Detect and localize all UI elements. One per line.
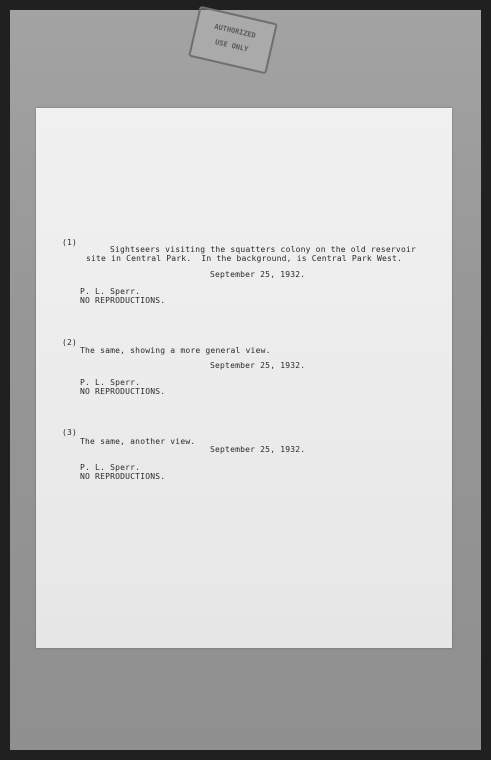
typed-caption-sheet — [36, 108, 452, 648]
stamp-line-2: USE ONLY — [214, 38, 249, 54]
entry-1-caption-line-1: Sightseers visiting the squatters colony on the old reservoir — [110, 245, 417, 254]
entry-3-date: September 25, 1932. — [210, 445, 306, 454]
entry-3-caption-line-1: The same, another view. — [80, 437, 196, 446]
entry-2-rights: NO REPRODUCTIONS. — [80, 387, 166, 396]
entry-1-caption-line-2: site in Central Park. In the background, is Central Park West. — [86, 254, 403, 263]
entry-3-photographer: P. L. Sperr. — [80, 463, 141, 472]
entry-3-number: (3) — [62, 428, 78, 437]
entry-2-number: (2) — [62, 338, 78, 347]
entry-1-photographer: P. L. Sperr. — [80, 287, 141, 296]
entry-1-number: (1) — [62, 238, 78, 247]
entry-3-rights: NO REPRODUCTIONS. — [80, 472, 166, 481]
entry-2-date: September 25, 1932. — [210, 361, 306, 370]
entry-1-rights: NO REPRODUCTIONS. — [80, 296, 166, 305]
entry-2-caption-line-1: The same, showing a more general view. — [80, 346, 271, 355]
stamp-line-1: AUTHORIZED — [213, 22, 257, 40]
entry-1-date: September 25, 1932. — [210, 270, 306, 279]
entry-2-photographer: P. L. Sperr. — [80, 378, 141, 387]
